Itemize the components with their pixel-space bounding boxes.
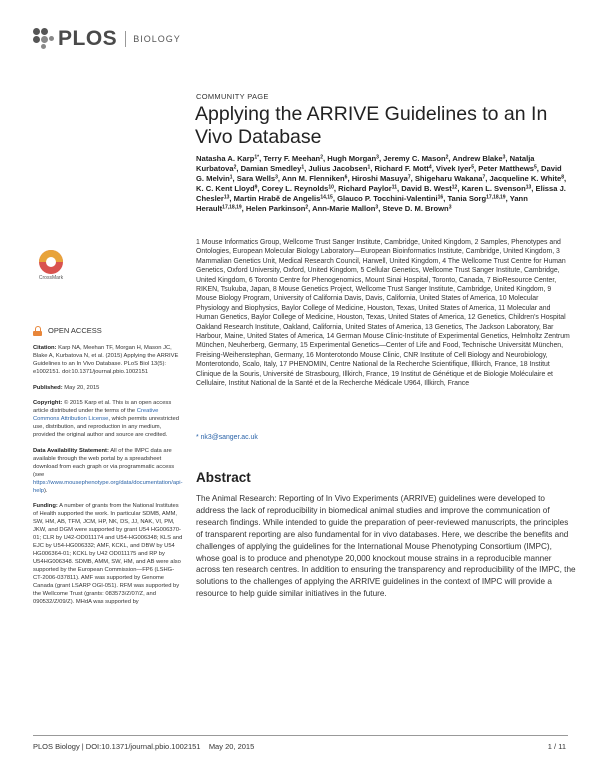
open-access-lock-icon [33, 326, 42, 336]
funding [33, 502, 183, 606]
logo-divider [125, 31, 126, 47]
author-affiliation-sup: 2 [305, 204, 309, 211]
author-affiliation-sup: 16 [437, 194, 444, 201]
author-affiliation-sup: 3 [375, 204, 379, 211]
author-name: Damian Smedley [240, 164, 302, 174]
author-name: Corey L. Reynolds [261, 184, 329, 194]
author-name: Ann M. Flenniken [281, 174, 345, 184]
citation [33, 344, 183, 376]
page-number: 1 / 11 [547, 742, 566, 751]
open-access-label: OPEN ACCESS [48, 326, 102, 335]
author-name: Steve D. M. Brown [382, 204, 449, 214]
author-name: Natalja Kurbatova [196, 154, 535, 174]
author-affiliation-sup: 17,18,19 [222, 204, 242, 211]
corresponding-email[interactable]: * nk3@sanger.ac.uk [196, 434, 258, 441]
journal-name: PLOS [58, 27, 118, 50]
author-list: Natasha A. Karp$^{1*}$, Terry F. Meehan$^2$, Hugh Morgan$^3$, Jeremy C. Mason$^2$, Andrew Blake$^3$, Natalja Kurbatova$^2$, Damian Smedley$^1$, Julius Jacobsen$^1$, Richard F. Mott$^4$, Vivek Iyer$^5$, Peter Matthews$^5$, David G. Melvin$^1$, Sara Wells$^3$, Ann M. Flenniken$^6$, Hiroshi Masuya$^7$, Shigeharu Wakana$^7$, Jacqueline K. White$^8$, K. C. Kent Lloyd$^9$, Corey L. Reynolds$^{10}$, Richard Paylor$^{11}$, David B. West$^{12}$, Karen L. Svenson$^{13}$, Elissa J. Chesler$^{13}$, Martin Hrabě de Angelis$^{14,15}$, Glauco P. Tocchini-Valentini$^{16}$, Tania Sorg$^{17,18,19}$, Yann Herault$^{17,18,19}$, Helen Parkinson$^2$, Ann-Marie Mallon$^3$, Steve D. M. Brown$^3$ [196, 154, 567, 214]
abstract-body: The Animal Research: Reporting of In Vivo Experiments (ARRIVE) guidelines were developed to address the lack of reproducibility in biomedical animal studies and improve the communication of research findings. While intended to guide the preparation of peer-reviewed manuscripts, the principles of transparent reporting are also fundamental for in vivo databases. Here, we describe the benefits and challenges of applying the guidelines for the International Mouse Phenotyping Consortium (IMPC), whose goal is to produce and phenotype 20,000 knockout mouse strains in a reproducible manner across ten research centres. In addition to ensuring the transparency and reproducibility of the IMPC, the solutions to the challenges of applying the ARRIVE guidelines in the context of IMPC will provide a resource to help guide similar initiatives in the future. [196, 494, 576, 599]
copyright-text-end: , which permits unrestricted use, distribution, and reproduction in any medium, provided the original author and source are credited. [33, 416, 179, 438]
author-name: Jacqueline K. White [489, 174, 562, 184]
author-affiliation-sup: 5 [534, 164, 537, 171]
affiliations: 1 Mouse Informatics Group, Wellcome Trust Sanger Institute, Cambridge, United Kingdom, 2 Samples, Phenotypes and Ontologies, European Molecular Biology Laboratory—European Bioinformatics Institute, Cambridge, United Kingdom, 3 Mammalian Genetics Unit, Medical Research Council, Harwell, United Kingdom, 4 The Wellcome Trust Centre for Human Genetics, Oxford University, Oxford, United Kingdom, 5 Cellular Genetics, Wellcome Trust Sanger Institute, Cambridge, United Kingdom, 6 Toronto Centre for Phenogenomics, Mount Sinai Hospital, Toronto, Canada, 7 BioResource Center, RIKEN, Tsukuba, Japan, 8 Mouse Genetics Project, Wellcome Trust Sanger Institute, Cambridge, United Kingdom, 9 Mouse Biology Program, University of California Davis, Davis, California, United States of America, 10 Molecular Physiology and Biophysics, Baylor College of Medicine, Houston, Texas, United States of America, 11 Molecular and Human Genetics, Baylor College of Medicine, Houston, Texas, United States of America, 12 Genetics, Children's Hospital Oakland Research Institute, Oakland, California, United States of America, 13 Genetics, The Jackson Laboratory, Bar Harbour, Maine, United States of America, 14 German Mouse Clinic-Institute of Experimental Genetics, Helmholtz Zentrum München, Neuherberg, Germany, 15 Experimental Genetics—Center of Life and Food, Technische Universität München, Freising-Weihenstephan, Germany, 16 Monterotondo Mouse Clinic, CNR Institute of Cell Biology and Neurobiology, Monterotondo, Scalo, Italy, 17 PHENOMIN, Centre National de la Recherche Scientifique, Illkirch, France, 18 Institut Clinique de la Souris, Université de Strasbourg, Illkirch, France, 19 Institut de Génétique et de Biologie Moléculaire et Cellulaire, Institut National de la Santé et de la Recherche Médicale U964, Illkirch, France [196, 239, 570, 388]
author-name: K. C. Kent Lloyd [196, 184, 255, 194]
author-name: Glauco P. Tocchini-Valentini [337, 194, 438, 204]
author-affiliation-sup: 3 [448, 204, 452, 211]
data-availability-label: Data Availability Statement: [33, 447, 109, 454]
author-name: Tania Sorg [447, 194, 487, 204]
author-name: David G. Melvin [196, 164, 562, 184]
crossmark-label: CrossMark [38, 275, 64, 281]
author-affiliation-sup: 3 [376, 154, 379, 161]
open-access-badge [33, 326, 183, 336]
author-name: Julius Jacobsen [308, 164, 368, 174]
article-info-sidebar [33, 326, 183, 614]
author-name: Hugh Morgan [327, 154, 377, 163]
footer-citation: PLOS Biology | DOI:10.1371/journal.pbio.1002151 May 20, 2015 [33, 742, 255, 751]
author-name: Yann Herault [196, 194, 528, 214]
author-affiliation-sup: 17,18,19 [486, 194, 506, 201]
author-affiliation-sup: 4 [428, 164, 432, 171]
author-affiliation-sup: 7 [407, 174, 411, 181]
author-name: Martin Hrabě de Angelis [233, 194, 321, 204]
author-name: Vivek Iyer [435, 164, 472, 174]
author-affiliation-sup: 2 [233, 164, 237, 171]
author-affiliation-sup: 14,15 [320, 194, 333, 201]
author-affiliation-sup: 2 [445, 154, 449, 161]
data-availability-text: All of the IMPC data are available through the web portal by a spreadsheet download from each graph or via programmatic access (see [33, 447, 175, 478]
author-name: Hiroshi Masuya [351, 174, 408, 184]
author-name: Jeremy C. Mason [383, 154, 446, 163]
published-date [33, 384, 183, 392]
citation-text: Karp NA, Meehan TF, Morgan H, Mason JC, Blake A, Kurbatova N, et al. (2015) Applying the ARRIVE Guidelines to an In Vivo Database. PLoS Biol 13(5): e1002151. doi:10.1371/journal.pbio.1002151 [33, 345, 179, 375]
funding-label: Funding: [33, 503, 58, 509]
author-affiliation-sup: 5 [471, 164, 475, 171]
page-type: COMMUNITY PAGE [196, 92, 269, 101]
published-text: May 20, 2015 [64, 384, 100, 391]
author-name: Elissa J. Chesler [196, 184, 566, 204]
citation-label: Citation: [33, 345, 57, 351]
author-name: Shigeharu Wakana [414, 174, 483, 184]
copyright-label: Copyright: [33, 400, 63, 406]
plos-logo-icon [33, 28, 55, 50]
author-affiliation-sup: 13 [223, 194, 230, 201]
api-help-link[interactable]: https://www.mousephenotype.org/data/documentation/api-help [33, 479, 183, 494]
author-affiliation-sup: 6 [344, 174, 348, 181]
author-name: Richard Paylor [338, 184, 392, 194]
copyright [33, 399, 183, 439]
author-name: Andrew Blake [452, 154, 503, 163]
article-title: Applying the ARRIVE Guidelines to an In Vivo Database [195, 103, 548, 148]
published-label: Published: [33, 384, 63, 391]
data-availability-end: ). [43, 487, 48, 494]
author-affiliation-sup: 2 [320, 154, 323, 161]
author-affiliation-sup: 1 [301, 164, 305, 171]
author-name: Terry F. Meehan [263, 154, 321, 163]
author-name: Richard F. Mott [374, 164, 429, 174]
license-link[interactable]: Creative Commons Attribution License [33, 408, 159, 422]
author-affiliation-sup: 1 [367, 164, 371, 171]
data-availability [33, 447, 183, 495]
author-name: Helen Parkinson [245, 204, 306, 214]
author-affiliation-sup: 8 [561, 174, 565, 181]
footer-divider [33, 735, 568, 736]
author-affiliation-sup: 7 [482, 174, 486, 181]
author-affiliation-sup: 1* [254, 154, 260, 161]
author-affiliation-sup: 12 [451, 184, 458, 191]
author-name: Peter Matthews [478, 164, 534, 174]
journal-logo [33, 27, 181, 51]
author-affiliation-sup: 10 [328, 184, 334, 191]
author-name: Ann-Marie Mallon [312, 204, 376, 214]
author-affiliation-sup: 1 [229, 174, 233, 181]
author-name: Natasha A. Karp [196, 154, 255, 163]
author-affiliation-sup: 3 [275, 174, 278, 181]
author-affiliation-sup: 9 [254, 184, 258, 191]
journal-subtitle: BIOLOGY [133, 34, 181, 44]
author-affiliation-sup: 13 [525, 184, 532, 191]
author-name: David B. West [401, 184, 452, 194]
crossmark-badge[interactable] [38, 250, 64, 281]
copyright-text: © 2015 Karp et al. This is an open access article distributed under the terms of the [33, 400, 172, 414]
author-affiliation-sup: 11 [391, 184, 398, 191]
author-affiliation-sup: 3 [502, 154, 506, 161]
abstract-heading: Abstract [196, 470, 251, 485]
author-name: Sara Wells [236, 174, 276, 184]
author-name: Karen L. Svenson [461, 184, 526, 194]
crossmark-icon [39, 250, 63, 274]
funding-text: A number of grants from the National Institutes of Health supported the work. In particular SDMB, AMM, SW, HM, AB, TFM, JCM, HP, NK, DS, JJ, NAK, VI, PM, JKW, and DGM were supported by grant U54 HG006370-01; CLR by U42-OD011174 and U54-HG006348; KLS and EJC by U54-HG006332; AMF, KCKL, and DBW by U54 HG006364-01; KCKL by U42 OD011175 and RP by U54HG006348. SDMB, AMM, SW, HM, and AB were also supported by the European Commission—FP6 (LSHG-CT-2006-037811). AMF was supported by Genome Canada (grant LSARP OGI-051). RFM was supported by the Wellcome Trust (grants: 083573/Z/07/Z, and 090532/Z/09/Z). MHdA was supported by [33, 503, 183, 605]
